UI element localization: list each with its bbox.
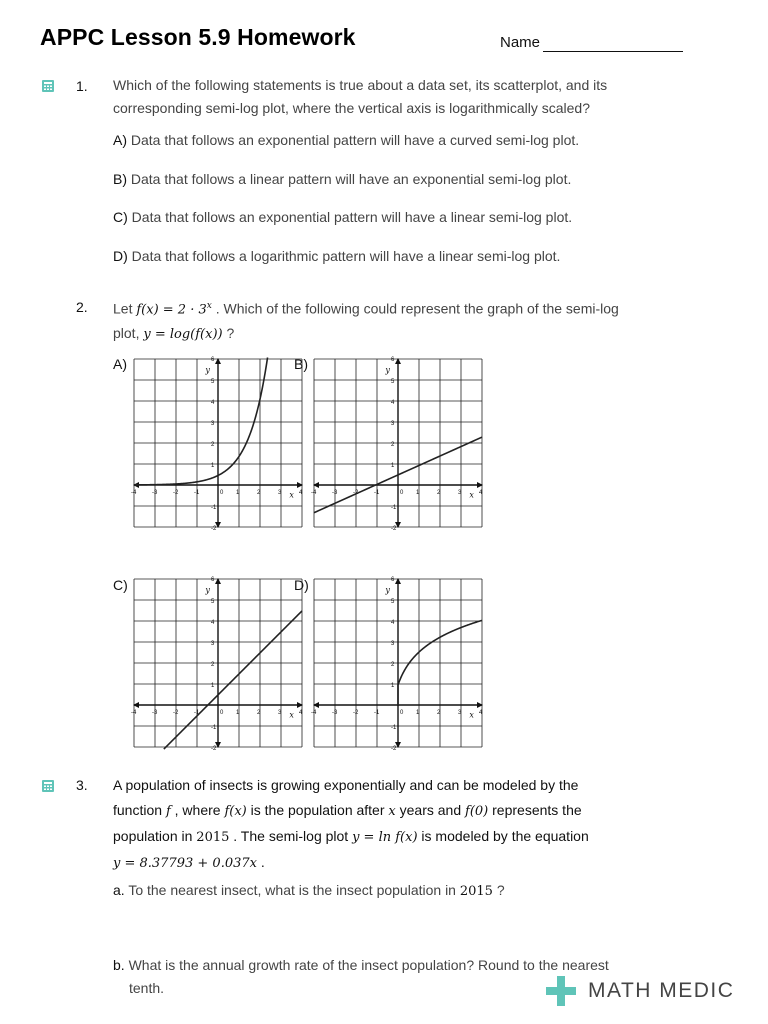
question-2-text: Let $f(x) = 2 \cdot 3^x$ . Which of the following could represent the graph of the semi-log plot, y = log(f(x)) ? [113,300,619,342]
y-tick-label: 6 [391,357,395,363]
math-medic-logo-icon [546,976,576,1006]
brand-name: MATH MEDIC [588,979,735,1002]
x-tick-label: -4 [311,490,317,496]
y-tick-label: 1 [391,463,395,469]
y-tick-label: -2 [211,526,217,532]
y-tick-label: 6 [211,577,215,583]
y-tick-label: 4 [391,620,395,626]
x-tick-label: 1 [416,490,420,496]
y-tick-label: -2 [211,746,217,752]
y-axis-label: y [205,365,210,375]
y-tick-label: 1 [211,683,215,689]
x-tick-label: 4 [479,490,483,496]
y-tick-label: 6 [391,577,395,583]
y-tick-label: 2 [391,442,395,448]
y-tick-label: 1 [211,463,215,469]
x-tick-label: 3 [458,490,462,496]
q3-part-a: a. To the nearest insect, what is the insect population in 2015 ? [113,882,505,899]
question-1-text: Which of the following statements is true about a data set, its scatterplot, and its corresponding semi-log plot, where the vertical axis is logarithmically scaled? [113,77,608,116]
y-tick-label: 2 [211,662,215,668]
y-tick-label: 2 [211,442,215,448]
page-title: APPC Lesson 5.9 Homework [40,24,356,50]
x-tick-label: 1 [236,490,240,496]
y-tick-label: 3 [391,641,395,647]
calculator-icon [42,780,54,792]
x-axis-label: x [469,490,474,500]
x-tick-label: -4 [131,490,137,496]
x-tick-label: -2 [173,490,179,496]
question-number-2: 2. [76,299,88,315]
x-tick-label: -3 [332,490,338,496]
y-tick-label: 4 [211,620,215,626]
q1-option-b[interactable]: B) Data that follows a linear pattern will have an exponential semi-log plot. [113,171,572,187]
graph-label-c[interactable]: C) [113,577,128,593]
name-line [543,51,683,52]
y-axis-label: y [385,585,390,595]
x-tick-label: -2 [353,490,359,496]
y-tick-label: -1 [211,505,217,511]
y-axis-label: y [385,365,390,375]
graph-label-d[interactable]: D) [294,577,309,593]
y-tick-label: 3 [391,421,395,427]
x-axis-label: x [289,710,294,720]
name-label: Name [500,34,541,51]
graph-label-a[interactable]: A) [113,356,127,372]
x-tick-label: -4 [311,710,317,716]
y-tick-label: 2 [391,662,395,668]
x-tick-label: -1 [374,490,380,496]
y-axis-label: y [205,585,210,595]
question-number-3: 3. [76,777,88,793]
x-tick-label: 2 [437,710,441,716]
graph-label-b[interactable]: B) [294,356,308,372]
graph-curve [134,357,268,484]
x-axis-label: x [469,710,474,720]
q1-option-d[interactable]: D) Data that follows a logarithmic pattern will have a linear semi-log plot. [113,248,561,264]
graph-d[interactable] [311,574,487,752]
x-tick-label: -3 [152,710,158,716]
x-tick-label: -2 [353,710,359,716]
x-tick-label: 2 [257,490,261,496]
x-tick-label: 3 [458,710,462,716]
y-tick-label: 5 [211,379,215,385]
y-tick-label: 4 [211,400,215,406]
y-tick-label: 5 [391,599,395,605]
graph-b[interactable] [311,354,487,532]
y-tick-label: 3 [211,641,215,647]
x-tick-label: -1 [194,710,200,716]
q3-part-b: b. What is the annual growth rate of the insect population? Round to the nearest tenth. [113,957,609,996]
x-tick-label: -1 [374,710,380,716]
x-tick-label: 0 [220,490,224,496]
y-tick-label: 6 [211,357,215,363]
graph-a[interactable] [131,354,307,532]
y-tick-label: -2 [391,526,397,532]
calculator-icon [42,80,54,92]
question-3-text: A population of insects is growing exponentially and can be modeled by the function f , where f(x) is the population after x years and f(0) represents the population in 2015 . The semi-log plot y = ln f(x) is modeled by the equation y = 8.37793 + 0.037x . [113,777,589,871]
x-tick-label: 3 [278,490,282,496]
x-tick-label: 4 [299,490,303,496]
x-tick-label: 4 [479,710,483,716]
y-tick-label: -1 [391,505,397,511]
y-tick-label: -1 [391,725,397,731]
x-tick-label: 4 [299,710,303,716]
y-tick-label: 4 [391,400,395,406]
x-tick-label: 0 [220,710,224,716]
y-tick-label: 1 [391,683,395,689]
y-tick-label: 5 [391,379,395,385]
x-tick-label: -3 [332,710,338,716]
x-tick-label: -1 [194,490,200,496]
x-tick-label: -2 [173,710,179,716]
x-tick-label: 1 [416,710,420,716]
x-tick-label: 0 [400,710,404,716]
x-tick-label: 1 [236,710,240,716]
q1-option-c[interactable]: C) Data that follows an exponential pattern will have a linear semi-log plot. [113,209,573,225]
x-tick-label: 2 [257,710,261,716]
x-axis-label: x [289,490,294,500]
q1-option-a[interactable]: A) Data that follows an exponential pattern will have a curved semi-log plot. [113,132,580,148]
x-tick-label: 0 [400,490,404,496]
y-tick-label: 3 [211,421,215,427]
question-number-1: 1. [76,78,88,94]
graph-c[interactable] [131,574,307,752]
y-tick-label: 5 [211,599,215,605]
x-tick-label: 3 [278,710,282,716]
x-tick-label: -3 [152,490,158,496]
x-tick-label: 2 [437,490,441,496]
x-tick-label: -4 [131,710,137,716]
y-tick-label: -2 [391,746,397,752]
y-tick-label: -1 [211,725,217,731]
